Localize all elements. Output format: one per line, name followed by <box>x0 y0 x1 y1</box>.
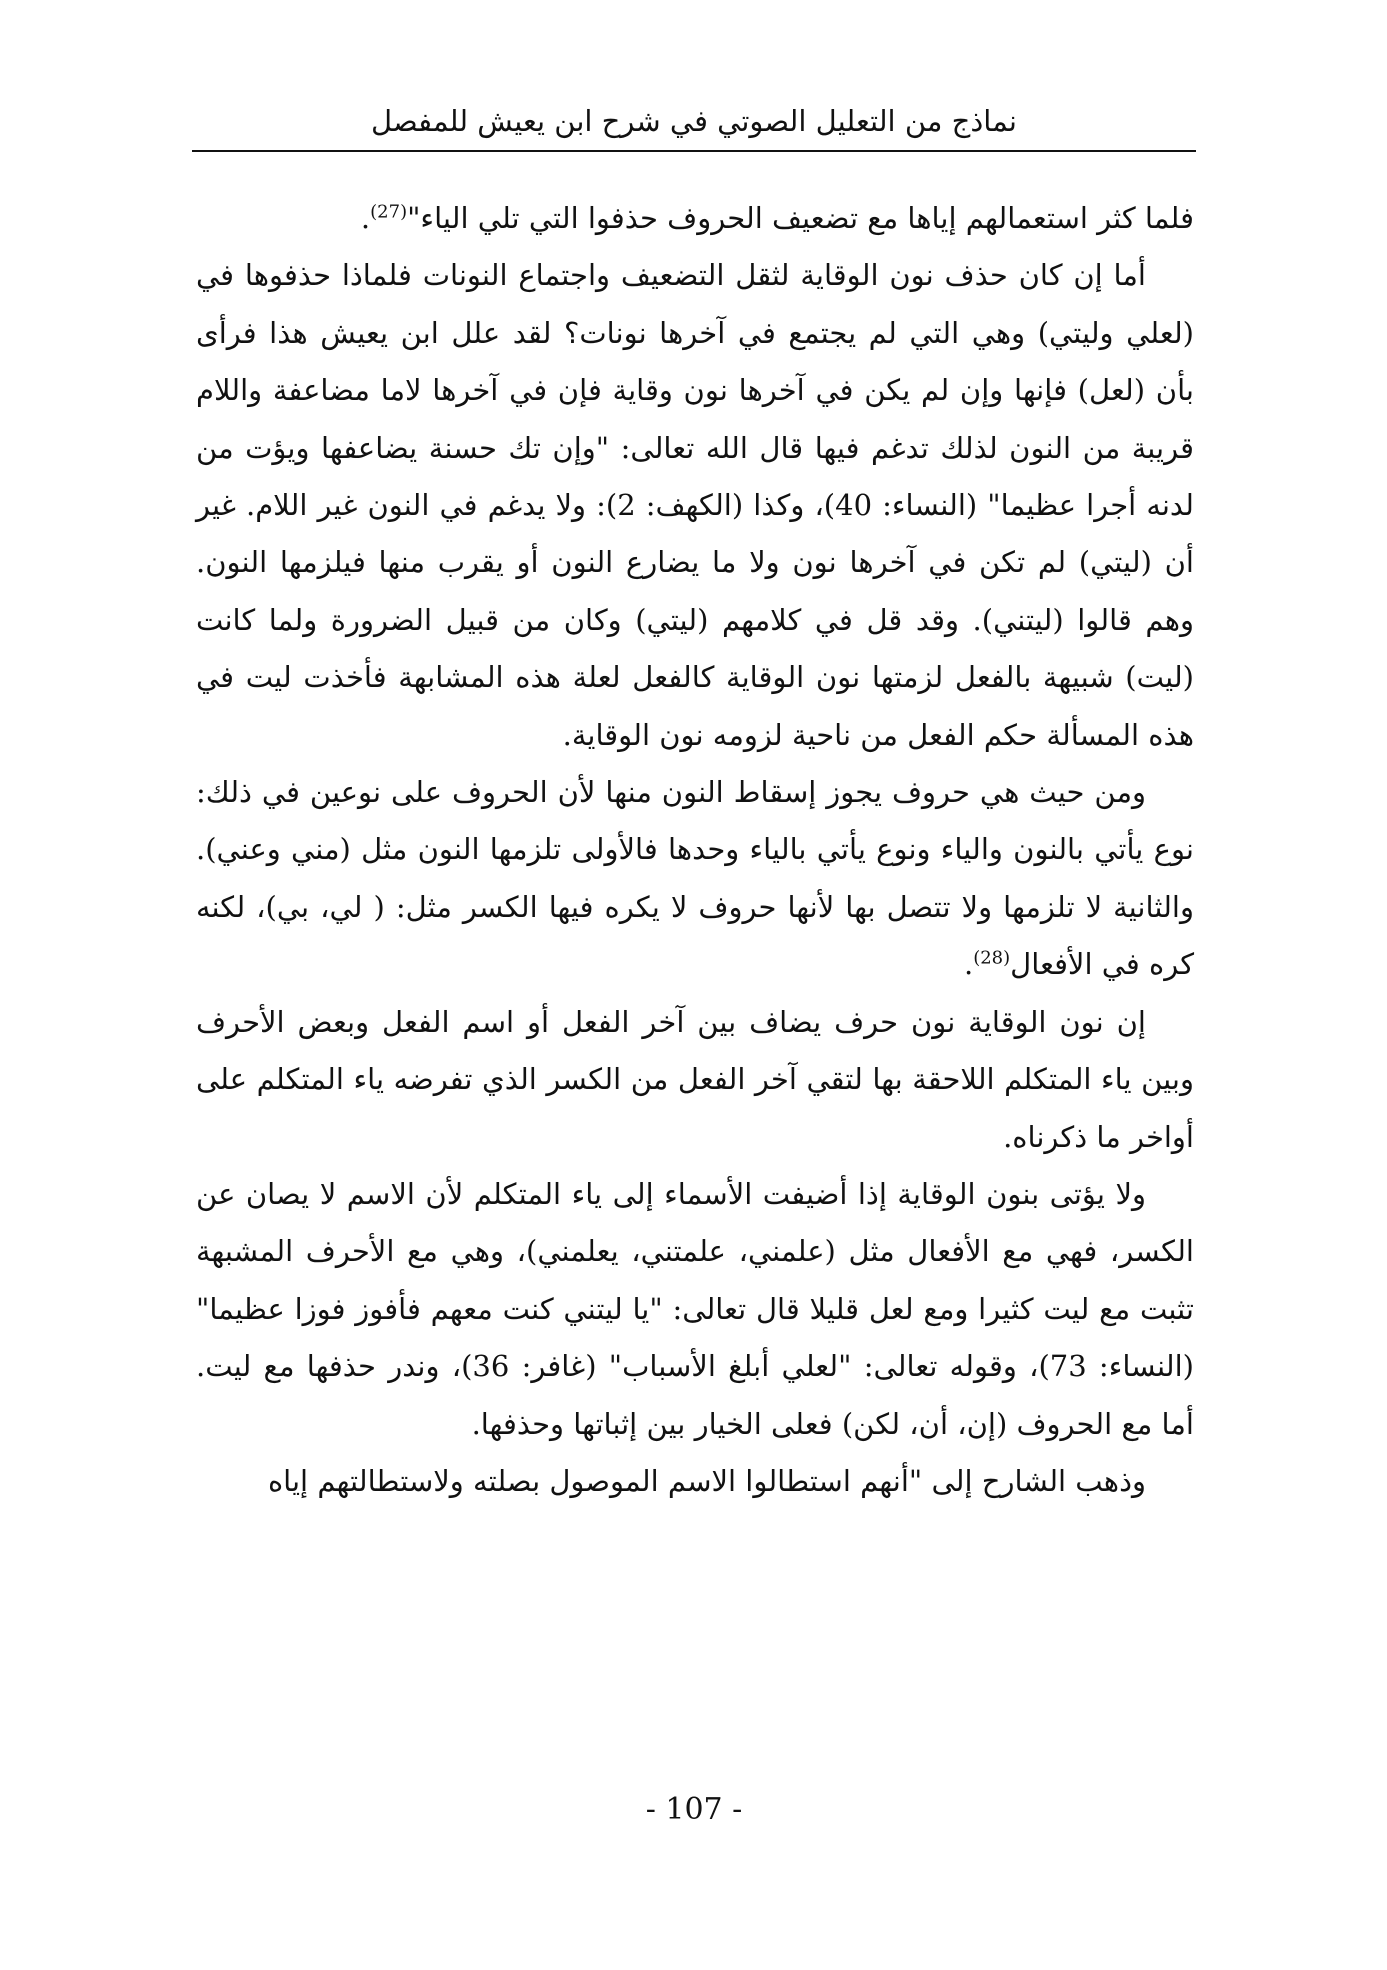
paragraph-2: أما إن كان حذف نون الوقاية لثقل التضعيف واجتماع النونات فلماذا حذفوها في (لعلي وليتي) وهي التي لم يجتمع في آخرها نونات؟ لقد علل ابن يعيش هذا فرأى بأن (لعل) فإنها وإن لم يكن في آخرها نون وقاية فإن في آخرها لاما مضاعفة واللام قريبة من النون لذلك تدغم فيها قال الله تعالى: "وإن تك حسنة يضاعفها ويؤت من لدنه أجرا عظيما" (النساء: 40)، وكذا (الكهف: 2): ولا يدغم في النون غير اللام. غير أن (ليتي) لم تكن في آخرها نون ولا ما يضارع النون أو يقرب منها فيلزمها النون. وهم قالوا (ليتني). وقد قل في كلامهم (ليتي) وكان من قبيل الضرورة ولما كانت (ليت) شبيهة بالفعل لزمتها نون الوقاية كالفعل لعلة هذه المشابهة فأخذت ليت في هذه المسألة حكم الفعل من ناحية لزومه نون الوقاية. <box>196 258 1194 752</box>
paragraph-3-text: ومن حيث هي حروف يجوز إسقاط النون منها لأن الحروف على نوعين في ذلك: نوع يأتي بالنون والياء ونوع يأتي بالياء وحدها فالأولى تلزمها النون مثل (مني وعني). والثانية لا تلزمها ولا تتصل بها لأنها حروف لا يكره فيها الكسر مثل: ( لي، بي)، لكنه كره في الأفعال <box>196 775 1194 982</box>
paragraph-1-end: . <box>360 201 371 235</box>
page-number: - 107 - <box>645 1792 743 1827</box>
paragraph-5: ولا يؤتى بنون الوقاية إذا أضيفت الأسماء إلى ياء المتكلم لأن الاسم لا يصان عن الكسر، فهي مع الأفعال مثل (علمني، علمتني، يعلمني)، وهي مع الأحرف المشبهة تثبت مع ليت كثيرا ومع لعل قليلا قال تعالى: "يا ليتني كنت معهم فأفوز فوزا عظيما" (النساء: 73)، وقوله تعالى: "لعلي أبلغ الأسباب" (غافر: 36)، وندر حذفها مع ليت. أما مع الحروف (إن، أن، لكن) فعلى الخيار بين إثباتها وحذفها. <box>196 1176 1195 1441</box>
running-header: نماذج من التعليل الصوتي في شرح ابن يعيش للمفصل <box>371 104 1017 138</box>
footnote-ref-27[interactable]: (27) <box>370 201 408 223</box>
paragraph-1-text: فلما كثر استعمالهم إياها مع تضعيف الحروف حذفوا التي تلي الياء" <box>407 201 1194 235</box>
header-divider <box>192 150 1196 152</box>
footnote-ref-28[interactable]: (28) <box>973 947 1011 969</box>
paragraph-6: وذهب الشارح إلى "أنهم استطالوا الاسم الموصول بصلته ولاستطالتهم إياه <box>267 1463 1146 1498</box>
paragraph-3-end: . <box>963 947 974 982</box>
paragraph-4: إن نون الوقاية نون حرف يضاف بين آخر الفعل أو اسم الفعل وبعض الأحرف وبين ياء المتكلم اللاحقة بها لتقي آخر الفعل من الكسر الذي تفرضه ياء المتكلم على أواخر ما ذكرناه. <box>196 1004 1194 1154</box>
body-text <box>196 190 1194 1510</box>
paragraph-3 <box>196 764 1194 994</box>
paragraph-1 <box>196 190 1194 247</box>
